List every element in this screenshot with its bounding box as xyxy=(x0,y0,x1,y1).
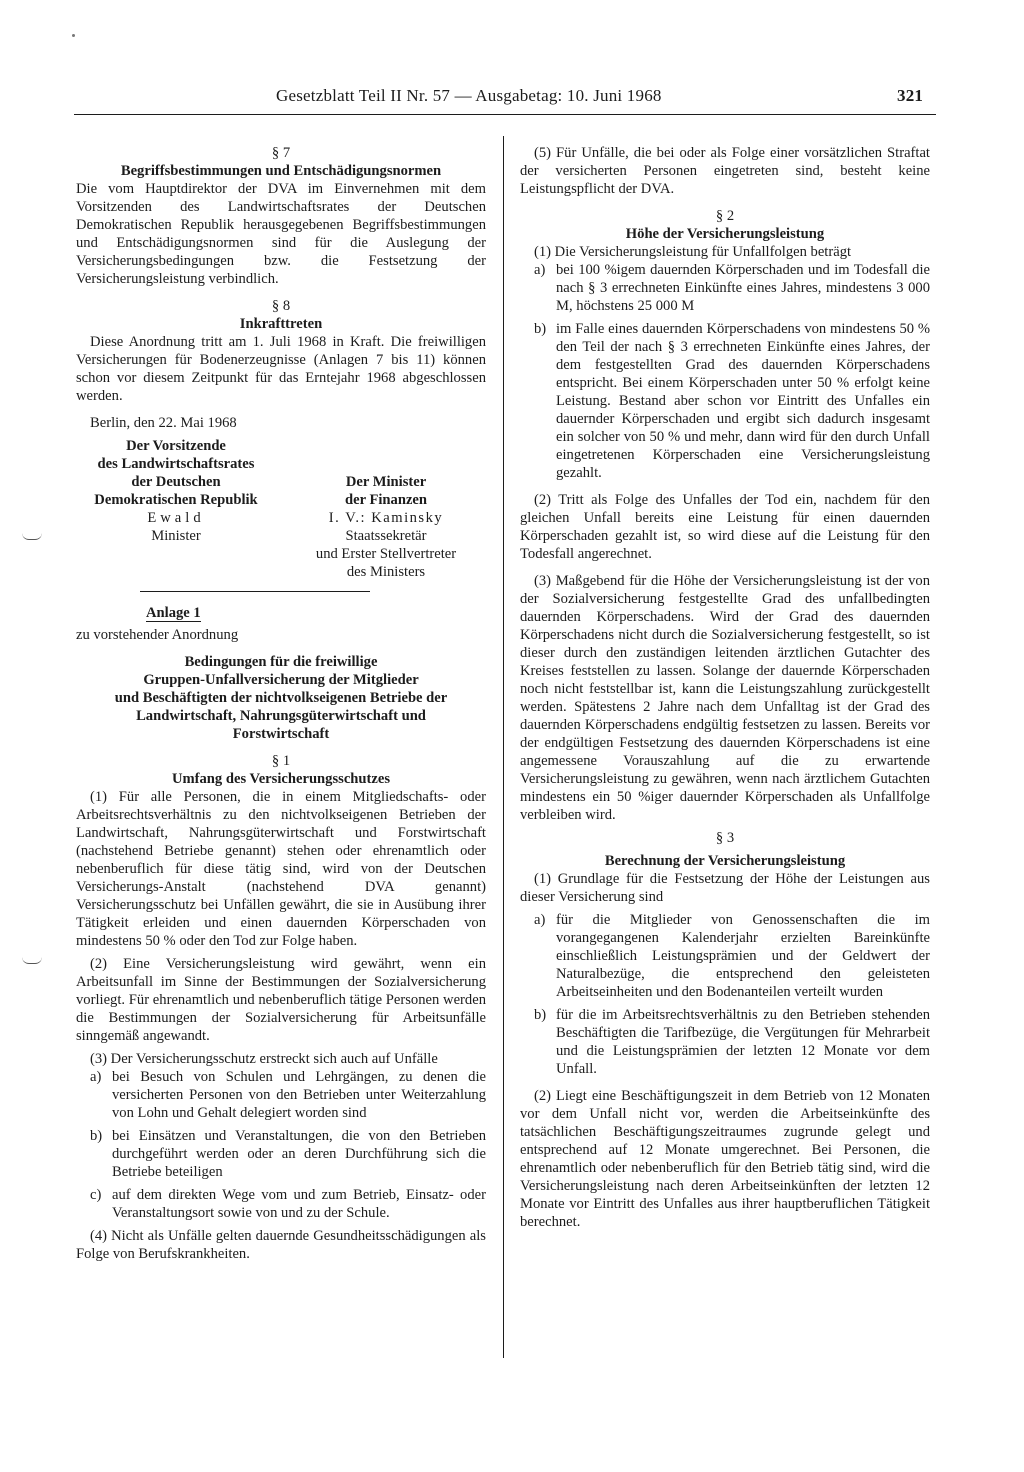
list-item xyxy=(76,1186,486,1222)
section-text: Die vom Hauptdirektor der DVA im Einvernehmen mit dem Vorsitzenden des Landwirtschaftsrates der Deutschen Demokratischen Republik herausgegebenen Begriffsbestimmungen und Entschädigungsnormen sind für die Auslegung der Versicherungsbedingungen bzw. die Festsetzung der Versicherungsleistung verbindlich. xyxy=(76,181,486,287)
signatory-role: und Erster Stellvertreter xyxy=(315,546,457,562)
annex-subtitle: zu vorstehender Anordnung xyxy=(76,627,239,643)
signature-right xyxy=(286,473,486,581)
signatory-title: Der Vorsitzende xyxy=(126,438,226,454)
annex-title xyxy=(76,653,486,743)
signatory-title: des Landwirtschaftsrates xyxy=(97,456,255,472)
section-heading: Begriffsbestimmungen und Entschädigungsnormen xyxy=(120,163,442,179)
margin-mark xyxy=(22,533,42,540)
list-item xyxy=(76,1127,486,1181)
margin-mark xyxy=(22,957,42,964)
place-date: Berlin, den 22. Mai 1968 xyxy=(90,415,237,431)
list-text: bei 100 %igem dauernden Körperschaden und im Todesfall die nach § 3 errechneten Einkünfte eines Jahres, mindestens 3 000 M, höchstens 25 000 M xyxy=(556,262,930,314)
list-text: bei Besuch von Schulen und Lehrgängen, zu denen die versicherten Personen von den Betrieben unter Weiterzahlung von Lohn und Gehalt delegiert worden sind xyxy=(112,1069,486,1121)
paragraph: (2) Tritt als Folge des Unfalles der Tod ein, nachdem für den gleichen Unfall bereits eine Leistung für einen dauernden Körperschaden gezahlt ist, so wird diese auf die Leistung für den Todesfall angerechnet. xyxy=(520,492,930,562)
signature-block xyxy=(76,437,486,583)
paragraph: (3) Der Versicherungsschutz erstreckt sich auch auf Unfälle xyxy=(90,1051,438,1067)
section-heading: Berechnung der Versicherungsleistung xyxy=(604,853,846,869)
list-item xyxy=(520,320,930,482)
list-item xyxy=(76,1068,486,1122)
section-sign: § 7 xyxy=(271,145,291,161)
left-column xyxy=(76,144,486,1263)
paragraph: (1) Für alle Personen, die in einem Mitgliedschafts- oder Arbeitsrechtsverhältnis zu den nichtvolkseigenen Betrieben der Landwirtschaft, Nahrungsgüterwirtschaft und Forstwirtschaft (nachstehend Betriebe genannt) stehen oder ehrenamtlich oder nebenberuflich für diese tätig sind, wird von der Deutschen Versicherungs-Anstalt (nachstehend DVA genannt) Versicherungsschutz bei Unfällen gewährt, die sie in Ausübung ihrer Tätigkeit erleiden und einen dauernden Körperschaden von mindestens 50 % oder den Tod zur Folge haben. xyxy=(76,789,486,949)
signatory-role: Minister xyxy=(151,528,201,544)
list-text: auf dem direkten Wege vom und zum Betrieb, Einsatz- oder Veranstaltungsort sowie von und zu der Schule. xyxy=(112,1187,486,1221)
right-column xyxy=(520,144,930,1231)
list-label: c) xyxy=(90,1187,102,1203)
section-sign: § 1 xyxy=(271,753,291,769)
list-label: a) xyxy=(534,912,546,928)
signatory-title: der Deutschen xyxy=(131,474,221,490)
list-item xyxy=(520,911,930,1001)
paragraph: (4) Nicht als Unfälle gelten dauernde Gesundheitsschädigungen als Folge von Berufskrankheiten. xyxy=(76,1228,486,1262)
paragraph: (1) Die Versicherungsleistung für Unfallfolgen beträgt xyxy=(534,244,852,260)
list-text: für die im Arbeitsrechtsverhältnis zu den Betrieben stehenden Beschäftigten die Tarifbezüge, die Vergütungen für Mehrarbeit und die Leistungsprämien der letzten 12 Monate vor dem Unfall. xyxy=(556,1007,930,1077)
section-sign: § 3 xyxy=(715,830,735,846)
list-label: b) xyxy=(534,321,547,337)
signatory-name: Ewald xyxy=(147,510,205,526)
gazette-title: Gesetzblatt Teil II Nr. 57 — Ausgabetag: 10. Juni 1968 xyxy=(276,86,662,105)
signatory-title: Der Minister xyxy=(345,474,427,490)
section-sign: § 8 xyxy=(271,298,291,314)
paragraph: (2) Eine Versicherungsleistung wird gewährt, wenn ein Arbeitsunfall im Sinne der Bestimmungen der Sozialversicherung vorliegt. Für ehrenamtlich und nebenberuflich tätige Personen werden die Bestimmungen der Sozialversicherung für Arbeitsunfälle sinngemäß angewandt. xyxy=(76,956,486,1044)
annex-label-text: Anlage 1 xyxy=(146,605,201,621)
list-label: a) xyxy=(90,1069,102,1085)
list-text: bei Einsätzen und Veranstaltungen, die von den Betrieben durchgeführt werden oder an deren Durchführung sich die Betriebe beteiligen xyxy=(112,1128,486,1180)
annex-title-line: und Beschäftigten der nichtvolkseigenen Betriebe der xyxy=(114,690,448,706)
signatory-title: der Finanzen xyxy=(344,492,428,508)
annex-title-line: Bedingungen für die freiwillige xyxy=(184,654,378,670)
section-heading: Umfang des Versicherungsschutzes xyxy=(171,771,391,787)
list-text: für die Mitglieder von Genossenschaften die im vorangegangenen Kalenderjahr erzielten Bareinkünfte einschließlich Leistungsprämien und der Geldwert der Naturalbezüge, die entsprechend den geleisteten Arbeitseinheiten und den Bodenanteilen verteilt wurden xyxy=(556,912,930,1000)
list-label: b) xyxy=(534,1007,547,1023)
paragraph: (2) Liegt eine Beschäftigungszeit in dem Betrieb von 12 Monaten vor dem Unfall nicht vor, werden die Arbeitseinkünfte des tatsächlichen Beschäftigungszeitraumes zugrunde gelegt und entsprechend auf 12 Monate umgerechnet. Bei Personen, die ehrenamtlich oder nebenberuflich für den Betrieb tätig sind, wird die Versicherungsleistung nach deren Arbeitseinkünften der letzten 12 Monate vor Eintritt des Unfalles aus ihrer hauptberuflichen Tätigkeit berechnet. xyxy=(520,1088,930,1230)
section-text: Diese Anordnung tritt am 1. Juli 1968 in Kraft. Die freiwilligen Versicherungen für Bodenerzeugnisse (Anlagen 7 bis 11) können schon vor diesem Zeitpunkt für das Erntejahr 1968 abgeschlossen werden. xyxy=(76,334,486,404)
signatory-role: des Ministers xyxy=(346,564,426,580)
list-label: a) xyxy=(534,262,546,278)
paragraph: (3) Maßgebend für die Höhe der Versicherungsleistung ist der von der Sozialversicherung festgestellte Grad des unfallbedingten dauernden Körperschadens. Wird der Grad des dauernden Körperschadens nicht durch die Sozialversicherung festgestellt, so ist dieser durch den zuständigen leitenden ärztlichen Gutachter des Kreises feststellen zu lassen. Solange der dauernde Körperschaden noch nicht feststellbar ist, kann die Leistungszahlung zurückgestellt werden. Spätestens 2 Jahre nach dem Unfalltag ist der Grad des dauernden Körperschadens endgültig festsetzen zu lassen. Bereits vor der endgültigen Festsetzung des dauernden Körperschadens ist eine angemessene Vorauszahlung auf die zu erwartende Versicherungsleistung zu gewähren, wenn nach ärztlichem Gutachten mindestens ein 50 %iger dauernder Körperschaden als Unfallfolge verbleiben wird. xyxy=(520,573,930,823)
section-rule xyxy=(140,591,370,592)
paragraph: (5) Für Unfälle, die bei oder als Folge einer vorsätzlichen Straftat der versicherten Personen eingetreten sind, besteht keine Leistungspflicht der DVA. xyxy=(520,145,930,197)
list-label: b) xyxy=(90,1128,103,1144)
column-divider xyxy=(503,136,504,1358)
annex-title-line: Gruppen-Unfallversicherung der Mitglieder xyxy=(143,672,419,688)
list-text: im Falle eines dauernden Körperschadens von mindestens 50 % den Teil der nach § 3 errechneten Einkünfte eines Jahres, der dem festgestellten Grad des dauernden Körperschadens entspricht. Bei einem Körperschaden unter 50 % erfolgt keine Leistung. Bestand aber schon vor Eintritt des Unfalles ein dauernder Körperschaden und ergibt sich dadurch insgesamt ein solcher von 50 % und mehr, dann wird für den durch Unfall eingetretenen Körperschaden eine Versicherungsleistung gezahlt. xyxy=(556,321,930,481)
running-head xyxy=(0,86,1024,110)
list-item xyxy=(520,1006,930,1078)
annex-title-line: Forstwirtschaft xyxy=(232,726,330,742)
signatory-role: Staatssekretär xyxy=(345,528,427,544)
scan-speck xyxy=(72,34,75,37)
section-heading: Höhe der Versicherungsleistung xyxy=(625,226,825,242)
section-heading: Inkrafttreten xyxy=(239,316,323,332)
signatory-name: I. V.: Kaminsky xyxy=(328,510,444,526)
page-number: 321 xyxy=(897,86,924,105)
paragraph: (1) Grundlage für die Festsetzung der Höhe der Leistungen aus dieser Versicherung sind xyxy=(520,871,930,905)
annex-title-line: Landwirtschaft, Nahrungsgüterwirtschaft und xyxy=(136,708,426,724)
signatory-title: Demokratischen Republik xyxy=(94,492,258,508)
section-sign: § 2 xyxy=(715,208,735,224)
header-rule xyxy=(74,114,936,115)
list-item xyxy=(520,261,930,315)
signature-left xyxy=(76,437,276,545)
annex-label xyxy=(146,604,486,622)
